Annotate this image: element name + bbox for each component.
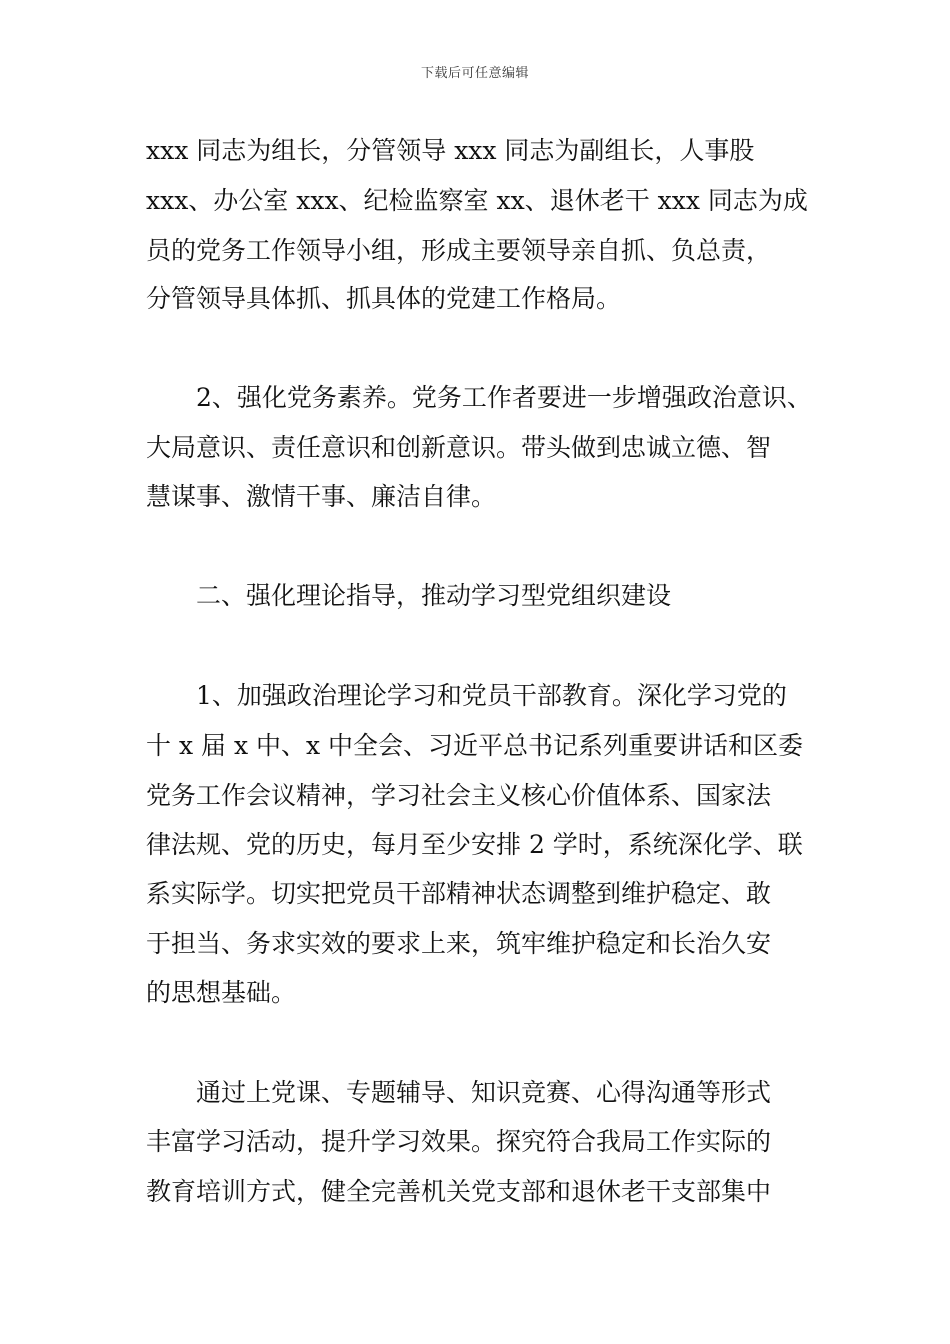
paragraph-line: 大局意识、责任意识和创新意识。带头做到忠诚立德、智: [146, 433, 772, 462]
paragraph-line: 律法规、党的历史，每月至少安排 2 学时，系统深化学、联: [146, 830, 803, 859]
paragraph-line: 十 x 届 x 中、x 中全会、习近平总书记系列重要讲话和区委: [146, 731, 804, 760]
paragraph-line: 2、强化党务素养。党务工作者要进一步增强政治意识、: [196, 383, 812, 412]
paragraph-line: 分管领导具体抓、抓具体的党建工作格局。: [146, 284, 622, 313]
paragraph-line: 员的党务工作领导小组，形成主要领导亲自抓、负总责，: [146, 236, 772, 265]
paragraph-line: 丰富学习活动，提升学习效果。探究符合我局工作实际的: [146, 1127, 772, 1156]
paragraph-line: 的思想基础。: [146, 978, 297, 1007]
paragraph-line: 1、加强政治理论学习和党员干部教育。深化学习党的: [196, 681, 787, 710]
paragraph-line: 于担当、务求实效的要求上来，筑牢维护稳定和长治久安: [146, 929, 772, 958]
paragraph-line: 党务工作会议精神，学习社会主义核心价值体系、国家法: [146, 781, 772, 810]
paragraph-line: 慧谋事、激情干事、廉洁自律。: [146, 482, 497, 511]
paragraph-line: 系实际学。切实把党员干部精神状态调整到维护稳定、敢: [146, 879, 772, 908]
paragraph-line: xxx 同志为组长，分管领导 xxx 同志为副组长，人事股: [146, 136, 755, 165]
paragraph-line: 教育培训方式，健全完善机关党支部和退休老干支部集中: [146, 1177, 772, 1206]
paragraph-line: 通过上党课、专题辅导、知识竞赛、心得沟通等形式: [196, 1078, 772, 1107]
paragraph-line: xxx、办公室 xxx、纪检监察室 xx、退休老干 xxx 同志为成: [146, 186, 808, 215]
section-heading: 二、强化理论指导，推动学习型党组织建设: [196, 581, 672, 610]
page-header: 下载后可任意编辑: [420, 66, 529, 81]
